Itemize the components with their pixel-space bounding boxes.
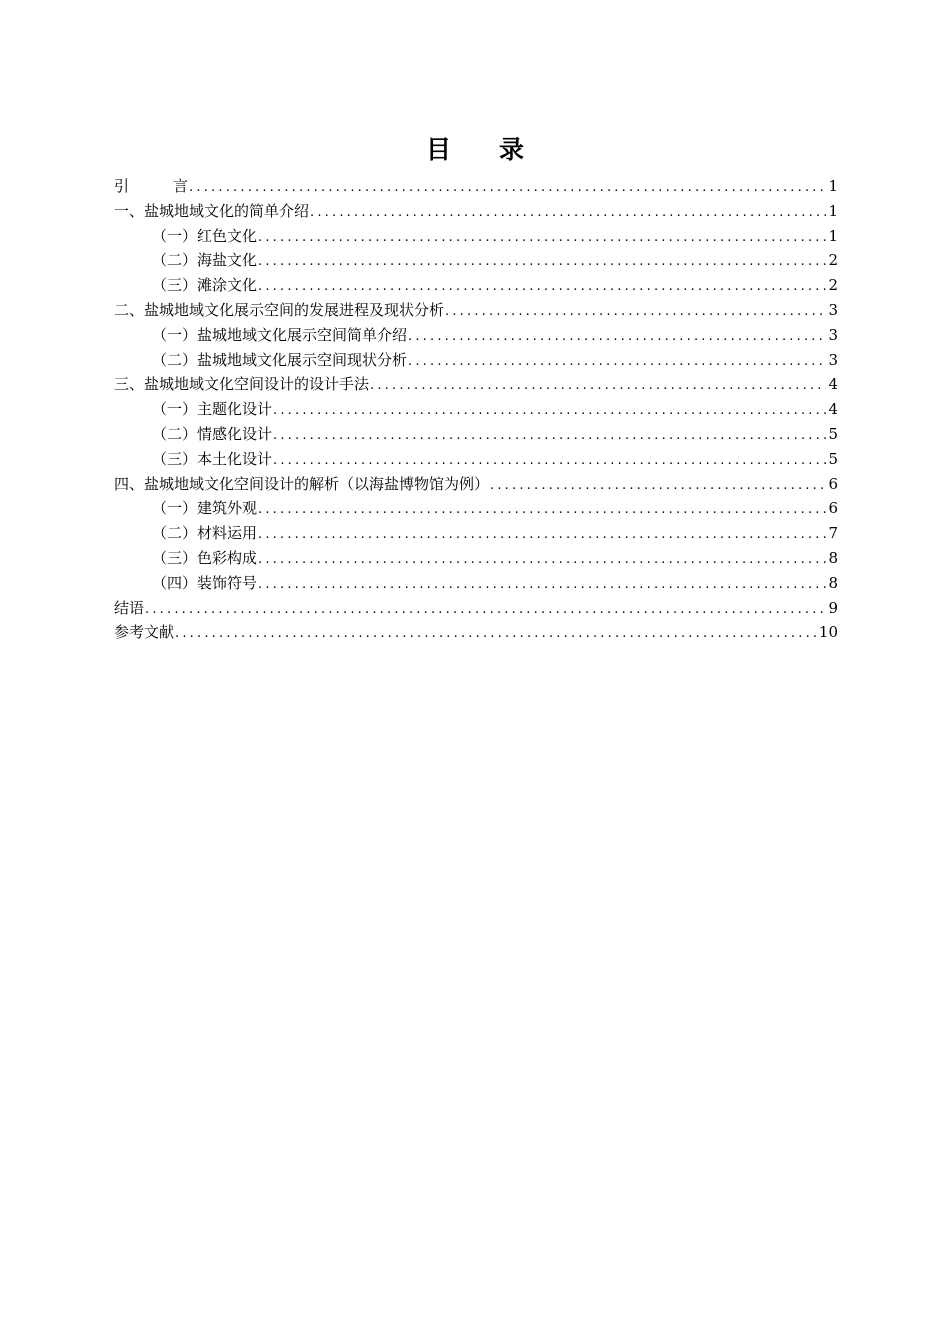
toc-entry-label: （三）滩涂文化 [152,276,258,295]
toc-dot-leader [258,573,826,598]
toc-entry[interactable] [114,348,838,373]
toc-entry[interactable] [114,472,838,497]
toc-entry[interactable] [114,174,838,199]
toc-page-number: 1 [828,177,838,195]
toc-entry-label: （一）盐城地域文化展示空间简单介绍 [152,325,408,344]
toc-dot-leader [310,201,826,226]
toc-page-number: 3 [828,325,838,344]
toc-entry-label: 四、盐城地域文化空间设计的解析（以海盐博物馆为例） [114,474,490,493]
toc-dot-leader [145,598,826,623]
toc-entry[interactable] [114,372,838,397]
toc-entry[interactable] [114,199,838,224]
toc-page-number: 3 [828,350,838,369]
toc-entry[interactable] [114,571,838,596]
toc-entry-label: （三）本土化设计 [152,449,273,468]
toc-dot-leader [189,176,826,201]
toc-entry[interactable] [114,323,838,348]
toc-entry-label: （四）装饰符号 [152,573,258,592]
toc-entry[interactable] [114,596,838,621]
toc-entry[interactable] [114,397,838,422]
toc-dot-leader [273,424,826,449]
toc-entry-label: （二）情感化设计 [152,424,273,443]
toc-entry[interactable] [114,248,838,273]
toc-dot-leader [445,300,826,325]
toc-page-number: 2 [828,251,838,270]
toc-dot-leader [408,325,826,350]
toc-entry-label: 二、盐城地域文化展示空间的发展进程及现状分析 [114,300,445,319]
toc-entry[interactable] [114,546,838,571]
toc-page-number: 5 [828,449,838,468]
toc-page-number: 10 [818,623,838,642]
toc-entry-label: 参考文献 [114,623,175,642]
toc-page-number: 8 [828,573,838,592]
toc-dot-leader [175,622,817,647]
toc-dot-leader [258,250,826,275]
toc-entry-label-part: 引 [114,177,130,195]
toc-dot-leader [273,399,826,424]
toc-dot-leader [258,226,826,251]
toc-entry-label: （三）色彩构成 [152,548,258,567]
toc-entry-label: （一）红色文化 [152,226,258,245]
toc-entry-label: （二）材料运用 [152,524,258,543]
toc-entry-label: （二）海盐文化 [152,251,258,270]
toc-page-number: 1 [828,201,838,220]
toc-entry-label: 一、盐城地域文化的简单介绍 [114,201,310,220]
toc-entry[interactable] [114,422,838,447]
toc-entry-label [114,174,188,199]
toc-page-number: 2 [828,276,838,295]
toc-entry[interactable] [114,447,838,472]
toc-dot-leader [258,275,826,300]
toc-entry-label: 结语 [114,598,145,617]
toc-entry-label: （一）主题化设计 [152,400,273,419]
toc-dot-leader [258,523,826,548]
toc-dot-leader [258,548,826,573]
toc-page-number: 6 [828,474,838,493]
toc-entry[interactable] [114,620,838,645]
title-char-left: 目 [425,135,451,164]
page-title [0,130,950,170]
toc-page-number: 9 [828,598,838,617]
toc-page-number: 8 [828,548,838,567]
toc-dot-leader [408,350,826,375]
toc-entry-label: （二）盐城地域文化展示空间现状分析 [152,350,408,369]
toc-entry-label: （一）建筑外观 [152,499,258,518]
toc-page-number: 3 [828,300,838,319]
toc-entry-label-part: 言 [173,177,189,195]
toc-page-number: 6 [828,499,838,518]
toc-entry[interactable] [114,273,838,298]
toc-entry[interactable] [114,521,838,546]
toc-entry[interactable] [114,224,838,249]
toc-entry-label: 三、盐城地域文化空间设计的设计手法 [114,375,370,394]
toc-page-number: 4 [828,400,838,419]
table-of-contents [114,174,838,645]
toc-entry[interactable] [114,298,838,323]
toc-page-number: 4 [828,375,838,394]
toc-page-number: 1 [828,226,838,245]
toc-entry[interactable] [114,496,838,521]
toc-dot-leader [273,449,826,474]
toc-dot-leader [370,374,826,399]
toc-page-number: 5 [828,424,838,443]
toc-dot-leader [258,498,826,523]
toc-page-number: 7 [828,524,838,543]
toc-dot-leader [490,474,826,499]
title-char-right: 录 [499,135,525,164]
